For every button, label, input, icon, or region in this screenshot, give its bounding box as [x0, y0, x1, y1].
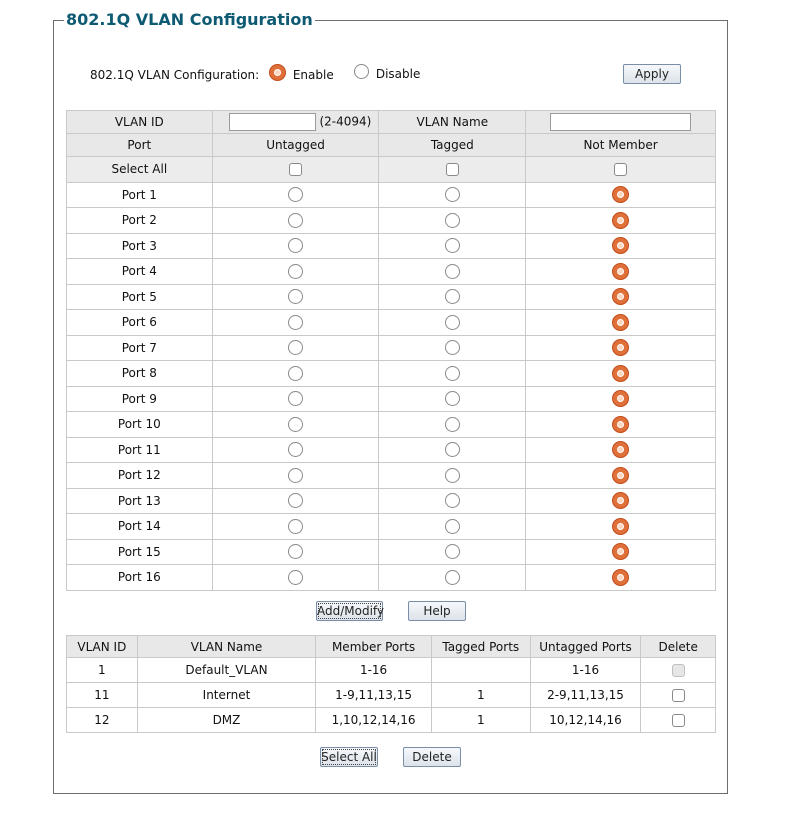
enable-option[interactable]: [269, 64, 334, 81]
port-not-member-cell: [526, 463, 716, 489]
port-not-member-cell: [526, 386, 716, 412]
col-port: Port: [67, 134, 213, 157]
port-not-member-radio[interactable]: [612, 416, 629, 433]
vlan-row: [67, 683, 716, 708]
vlan-member: 1-9,11,13,15: [316, 683, 432, 708]
list-header: Delete: [641, 636, 716, 658]
port-tagged-cell: [379, 310, 526, 336]
port-untagged-radio[interactable]: [288, 315, 303, 330]
port-not-member-radio[interactable]: [612, 390, 629, 407]
vlan-name-input[interactable]: [550, 113, 691, 131]
port-not-member-cell: [526, 259, 716, 285]
port-not-member-cell: [526, 208, 716, 234]
vlan-delete-checkbox[interactable]: [672, 714, 685, 727]
page-title: 802.1Q VLAN Configuration: [66, 10, 313, 29]
vlan-id: 12: [67, 708, 138, 733]
port-untagged-cell: [212, 361, 379, 387]
port-name: Port 8: [67, 361, 213, 387]
port-tagged-radio[interactable]: [445, 442, 460, 457]
port-not-member-radio[interactable]: [612, 441, 629, 458]
port-untagged-cell: [212, 412, 379, 438]
port-untagged-radio[interactable]: [288, 493, 303, 508]
port-name: Port 3: [67, 233, 213, 259]
col-untagged: Untagged: [212, 134, 379, 157]
port-not-member-radio[interactable]: [612, 237, 629, 254]
list-header: Tagged Ports: [431, 636, 530, 658]
select-all-untagged-checkbox[interactable]: [289, 163, 302, 176]
port-row: [67, 386, 716, 412]
vlan-untagged: 10,12,14,16: [530, 708, 641, 733]
port-not-member-cell: [526, 514, 716, 540]
port-tagged-radio[interactable]: [445, 468, 460, 483]
enable-radio[interactable]: [269, 64, 286, 81]
select-all-tagged-cell: [379, 157, 526, 183]
port-tagged-radio[interactable]: [445, 366, 460, 381]
port-not-member-radio[interactable]: [612, 314, 629, 331]
select-all-tagged-checkbox[interactable]: [446, 163, 459, 176]
port-tagged-cell: [379, 514, 526, 540]
select-all-untagged-cell: [212, 157, 379, 183]
port-name: Port 7: [67, 335, 213, 361]
vlan-name-cell: [526, 111, 716, 134]
port-untagged-radio[interactable]: [288, 213, 303, 228]
help-button[interactable]: Help: [408, 601, 466, 621]
port-row: [67, 437, 716, 463]
add-modify-button[interactable]: Add/Modify: [316, 601, 383, 621]
port-untagged-radio[interactable]: [288, 442, 303, 457]
port-name: Port 15: [67, 539, 213, 565]
port-not-member-radio[interactable]: [612, 263, 629, 280]
vlan-delete-checkbox[interactable]: [672, 689, 685, 702]
disable-label: Disable: [375, 67, 421, 81]
list-header: VLAN Name: [137, 636, 316, 658]
port-untagged-cell: [212, 488, 379, 514]
port-row: [67, 488, 716, 514]
port-tagged-radio[interactable]: [445, 238, 460, 253]
vlan-member: 1-16: [316, 658, 432, 683]
port-untagged-radio[interactable]: [288, 340, 303, 355]
port-tagged-cell: [379, 412, 526, 438]
port-tagged-cell: [379, 361, 526, 387]
port-tagged-cell: [379, 539, 526, 565]
vlan-id-cell: [212, 111, 379, 134]
list-header: Untagged Ports: [530, 636, 641, 658]
port-not-member-radio[interactable]: [612, 212, 629, 229]
port-row: [67, 565, 716, 591]
select-all-not-member-checkbox[interactable]: [614, 163, 627, 176]
port-tagged-cell: [379, 233, 526, 259]
port-tagged-cell: [379, 259, 526, 285]
port-tagged-radio[interactable]: [445, 391, 460, 406]
enable-label: Enable: [292, 68, 334, 82]
port-tagged-cell: [379, 386, 526, 412]
vlan-id: 11: [67, 683, 138, 708]
port-tagged-radio[interactable]: [445, 340, 460, 355]
port-untagged-radio[interactable]: [288, 468, 303, 483]
port-not-member-cell: [526, 437, 716, 463]
port-tagged-cell: [379, 463, 526, 489]
port-name: Port 5: [67, 284, 213, 310]
port-untagged-radio[interactable]: [288, 519, 303, 534]
vlan-name: Default_VLAN: [137, 658, 316, 683]
port-name: Port 4: [67, 259, 213, 285]
port-tagged-radio[interactable]: [445, 213, 460, 228]
port-name: Port 9: [67, 386, 213, 412]
port-tagged-radio[interactable]: [445, 417, 460, 432]
port-tagged-radio[interactable]: [445, 493, 460, 508]
port-row: [67, 539, 716, 565]
port-untagged-radio[interactable]: [288, 417, 303, 432]
port-name: Port 12: [67, 463, 213, 489]
vlan-name: Internet: [137, 683, 316, 708]
port-tagged-radio[interactable]: [445, 187, 460, 202]
port-untagged-cell: [212, 514, 379, 540]
port-tagged-radio[interactable]: [445, 544, 460, 559]
port-not-member-cell: [526, 233, 716, 259]
port-row: [67, 310, 716, 336]
port-untagged-radio[interactable]: [288, 391, 303, 406]
vlan-id-range: (2-4094): [319, 114, 372, 129]
port-row: [67, 361, 716, 387]
port-tagged-cell: [379, 488, 526, 514]
port-name: Port 13: [67, 488, 213, 514]
port-not-member-radio[interactable]: [612, 543, 629, 560]
port-untagged-cell: [212, 437, 379, 463]
col-tagged: Tagged: [379, 134, 526, 157]
port-name: Port 14: [67, 514, 213, 540]
port-untagged-cell: [212, 539, 379, 565]
port-row: [67, 335, 716, 361]
vlan-delete-cell: [641, 683, 716, 708]
port-untagged-radio[interactable]: [288, 187, 303, 202]
vlan-untagged: 2-9,11,13,15: [530, 683, 641, 708]
vlan-id: 1: [67, 658, 138, 683]
port-tagged-cell: [379, 208, 526, 234]
port-not-member-radio[interactable]: [612, 467, 629, 484]
port-not-member-radio[interactable]: [612, 186, 629, 203]
vlan-tagged: [431, 658, 530, 683]
disable-option[interactable]: [354, 64, 420, 79]
port-tagged-radio[interactable]: [445, 264, 460, 279]
port-not-member-radio[interactable]: [612, 339, 629, 356]
port-not-member-cell: [526, 182, 716, 208]
port-untagged-cell: [212, 182, 379, 208]
port-not-member-radio[interactable]: [612, 492, 629, 509]
port-tagged-cell: [379, 335, 526, 361]
port-tagged-cell: [379, 565, 526, 591]
vlan-tagged: 1: [431, 708, 530, 733]
vlan-form-table: [66, 110, 716, 591]
port-not-member-cell: [526, 488, 716, 514]
port-tagged-cell: [379, 182, 526, 208]
port-untagged-cell: [212, 565, 379, 591]
vlan-name-label: VLAN Name: [379, 111, 526, 134]
port-untagged-radio[interactable]: [288, 238, 303, 253]
vlan-row: [67, 708, 716, 733]
port-tagged-cell: [379, 284, 526, 310]
select-all-label: Select All: [67, 157, 213, 183]
vlan-row: [67, 658, 716, 683]
select-all-not-member-cell: [526, 157, 716, 183]
port-name: Port 11: [67, 437, 213, 463]
port-name: Port 1: [67, 182, 213, 208]
port-untagged-cell: [212, 208, 379, 234]
vlan-untagged: 1-16: [530, 658, 641, 683]
vlan-member: 1,10,12,14,16: [316, 708, 432, 733]
port-row: [67, 463, 716, 489]
port-not-member-cell: [526, 361, 716, 387]
disable-radio[interactable]: [354, 64, 369, 79]
vlan-config-label: 802.1Q VLAN Configuration:: [90, 68, 260, 82]
port-name: Port 6: [67, 310, 213, 336]
port-untagged-cell: [212, 335, 379, 361]
port-name: Port 10: [67, 412, 213, 438]
port-row: [67, 259, 716, 285]
apply-button[interactable]: Apply: [623, 64, 681, 84]
vlan-delete-cell: [641, 658, 716, 683]
port-not-member-radio[interactable]: [612, 569, 629, 586]
vlan-list-table: [66, 635, 716, 733]
port-untagged-cell: [212, 284, 379, 310]
port-tagged-cell: [379, 437, 526, 463]
vlan-name: DMZ: [137, 708, 316, 733]
vlan-tagged: 1: [431, 683, 530, 708]
port-tagged-radio[interactable]: [445, 570, 460, 585]
port-not-member-cell: [526, 565, 716, 591]
vlan-delete-checkbox: [672, 664, 685, 677]
port-name: Port 16: [67, 565, 213, 591]
vlan-delete-cell: [641, 708, 716, 733]
port-row: [67, 182, 716, 208]
port-not-member-cell: [526, 335, 716, 361]
port-row: [67, 514, 716, 540]
port-untagged-radio[interactable]: [288, 544, 303, 559]
port-untagged-radio[interactable]: [288, 570, 303, 585]
port-row: [67, 208, 716, 234]
port-row: [67, 284, 716, 310]
port-untagged-radio[interactable]: [288, 264, 303, 279]
vlan-id-input[interactable]: [229, 113, 316, 131]
port-untagged-cell: [212, 310, 379, 336]
list-header: VLAN ID: [67, 636, 138, 658]
port-not-member-cell: [526, 284, 716, 310]
select-all-button[interactable]: Select All: [320, 747, 378, 767]
port-not-member-radio[interactable]: [612, 288, 629, 305]
port-not-member-radio[interactable]: [612, 365, 629, 382]
port-untagged-radio[interactable]: [288, 366, 303, 381]
port-row: [67, 412, 716, 438]
port-tagged-radio[interactable]: [445, 315, 460, 330]
col-not-member: Not Member: [526, 134, 716, 157]
port-not-member-cell: [526, 412, 716, 438]
delete-button[interactable]: Delete: [403, 747, 461, 767]
port-untagged-radio[interactable]: [288, 289, 303, 304]
vlan-id-label: VLAN ID: [67, 111, 213, 134]
list-header: Member Ports: [316, 636, 432, 658]
port-not-member-cell: [526, 539, 716, 565]
port-tagged-radio[interactable]: [445, 289, 460, 304]
port-untagged-cell: [212, 463, 379, 489]
port-name: Port 2: [67, 208, 213, 234]
port-row: [67, 233, 716, 259]
port-tagged-radio[interactable]: [445, 519, 460, 534]
port-untagged-cell: [212, 259, 379, 285]
port-not-member-radio[interactable]: [612, 518, 629, 535]
port-untagged-cell: [212, 233, 379, 259]
port-untagged-cell: [212, 386, 379, 412]
port-not-member-cell: [526, 310, 716, 336]
